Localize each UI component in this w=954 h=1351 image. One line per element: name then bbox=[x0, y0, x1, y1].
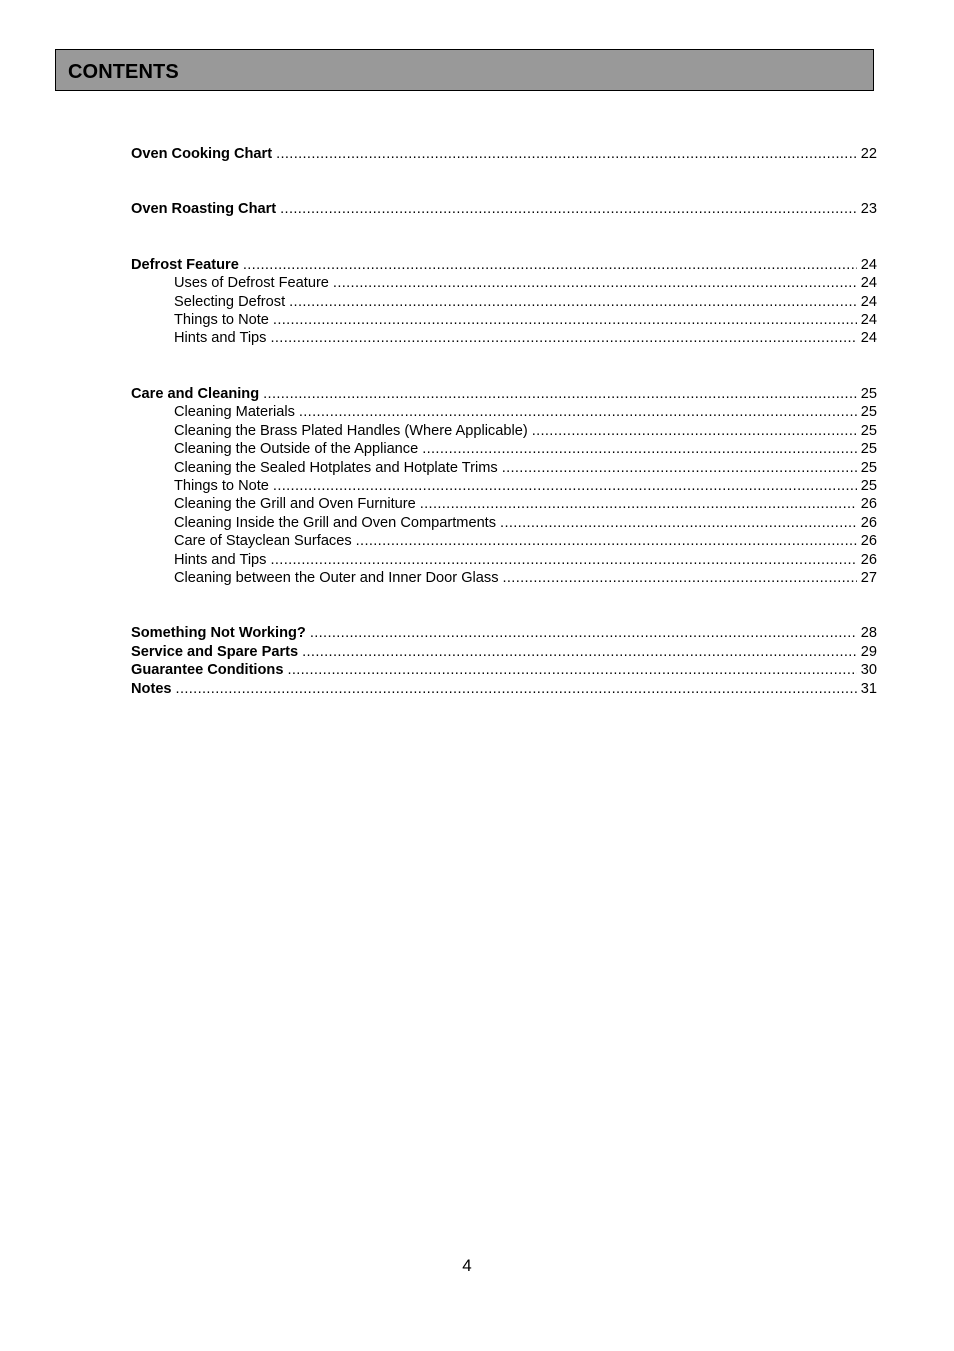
toc-subentry-cleaning-inside-grill-and-oven[interactable] bbox=[174, 514, 877, 532]
toc-subentry-cleaning-brass-plated-handles[interactable] bbox=[174, 422, 877, 440]
dot-leader bbox=[302, 643, 857, 661]
toc-entry-something-not-working[interactable] bbox=[131, 624, 877, 642]
dot-leader bbox=[500, 514, 857, 532]
toc-subentry-selecting-defrost[interactable] bbox=[174, 293, 877, 311]
toc-entry-page: 30 bbox=[860, 662, 877, 678]
dot-leader bbox=[299, 403, 857, 421]
toc-entry-page: 22 bbox=[860, 146, 877, 162]
toc-subentry-label: Things to Note bbox=[174, 478, 269, 494]
dot-leader bbox=[270, 551, 856, 569]
toc-subentry-cleaning-sealed-hotplates[interactable] bbox=[174, 459, 877, 477]
toc-subentry-label: Cleaning the Brass Plated Handles (Where Applicable) bbox=[174, 422, 528, 439]
toc-subentry-cleaning-outside-of-appliance[interactable] bbox=[174, 440, 877, 458]
page-number: 4 bbox=[462, 1256, 472, 1275]
toc-entry-page: 31 bbox=[860, 680, 877, 697]
toc-entry-label: Guarantee Conditions bbox=[131, 662, 284, 678]
toc-subentry-page: 26 bbox=[860, 496, 877, 512]
toc-subentry-page: 25 bbox=[860, 459, 877, 476]
toc-subentry-things-to-note[interactable] bbox=[174, 311, 877, 329]
toc-entry-page: 23 bbox=[860, 201, 877, 217]
toc-subentry-label: Cleaning Inside the Grill and Oven Compartments bbox=[174, 514, 497, 531]
toc-subentry-uses-of-defrost-feature[interactable] bbox=[174, 274, 877, 292]
toc-subentry-label: Hints and Tips bbox=[174, 330, 267, 346]
dot-leader bbox=[333, 274, 857, 292]
toc-subentry-things-to-note[interactable] bbox=[174, 477, 877, 495]
toc-entry-label: Oven Cooking Chart bbox=[131, 146, 273, 162]
toc-entry-care-and-cleaning[interactable] bbox=[131, 385, 877, 403]
dot-leader bbox=[289, 293, 857, 311]
toc-subentry-label: Cleaning the Grill and Oven Furniture bbox=[174, 496, 416, 512]
toc-subentry-cleaning-grill-and-oven-furniture[interactable] bbox=[174, 495, 877, 513]
toc-subentry-page: 25 bbox=[860, 404, 877, 420]
toc-entry-notes[interactable] bbox=[131, 680, 877, 698]
toc-entry-defrost-feature[interactable] bbox=[131, 256, 877, 274]
toc-entry-oven-cooking-chart[interactable] bbox=[131, 145, 877, 163]
dot-leader bbox=[532, 422, 857, 440]
dot-leader bbox=[263, 385, 857, 403]
toc-subentry-cleaning-materials[interactable] bbox=[174, 403, 877, 421]
dot-leader bbox=[176, 680, 857, 698]
dot-leader bbox=[287, 661, 856, 679]
toc-subentry-page: 26 bbox=[860, 514, 877, 531]
dot-leader bbox=[420, 495, 857, 513]
toc-entry-oven-roasting-chart[interactable] bbox=[131, 200, 877, 218]
toc-subentry-label: Cleaning the Sealed Hotplates and Hotplate Trims bbox=[174, 459, 498, 476]
dot-leader bbox=[243, 256, 857, 274]
toc-subentry-label: Care of Stayclean Surfaces bbox=[174, 533, 352, 549]
toc-entry-label: Care and Cleaning bbox=[131, 386, 260, 402]
toc-entry-label: Notes bbox=[131, 680, 172, 697]
toc-entry-label: Service and Spare Parts bbox=[131, 643, 299, 660]
toc-subentry-label: Uses of Defrost Feature bbox=[174, 275, 329, 291]
dot-leader bbox=[503, 569, 857, 587]
toc-subentry-cleaning-door-glass[interactable] bbox=[174, 569, 877, 587]
toc-subentry-page: 24 bbox=[860, 312, 877, 328]
dot-leader bbox=[273, 477, 857, 495]
dot-leader bbox=[356, 532, 857, 550]
toc-subentry-label: Cleaning the Outside of the Appliance bbox=[174, 441, 419, 457]
toc-subentry-label: Cleaning Materials bbox=[174, 404, 295, 420]
toc-subentry-page: 25 bbox=[860, 422, 877, 439]
contents-header-bar bbox=[55, 49, 874, 91]
toc-subentry-page: 27 bbox=[860, 570, 877, 586]
toc-entry-guarantee-conditions[interactable] bbox=[131, 661, 877, 679]
toc-entry-label: Defrost Feature bbox=[131, 257, 239, 273]
toc-subentry-label: Hints and Tips bbox=[174, 551, 267, 568]
dot-leader bbox=[273, 311, 857, 329]
toc-subentry-hints-and-tips[interactable] bbox=[174, 551, 877, 569]
dot-leader bbox=[280, 200, 857, 218]
toc-subentry-page: 24 bbox=[860, 275, 877, 291]
toc-entry-label: Oven Roasting Chart bbox=[131, 201, 277, 217]
toc-subentry-page: 26 bbox=[860, 533, 877, 549]
toc-subentry-page: 26 bbox=[860, 551, 877, 568]
toc-entry-service-and-spare-parts[interactable] bbox=[131, 643, 877, 661]
dot-leader bbox=[422, 440, 857, 458]
dot-leader bbox=[276, 145, 857, 163]
toc-subentry-label: Things to Note bbox=[174, 312, 269, 328]
toc-subentry-hints-and-tips[interactable] bbox=[174, 329, 877, 347]
dot-leader bbox=[270, 329, 856, 347]
page-title: CONTENTS bbox=[68, 61, 179, 83]
toc-entry-page: 25 bbox=[860, 386, 877, 402]
dot-leader bbox=[310, 624, 857, 642]
toc-entry-page: 24 bbox=[860, 257, 877, 273]
toc-subentry-page: 25 bbox=[860, 441, 877, 457]
toc-subentry-care-of-stayclean-surfaces[interactable] bbox=[174, 532, 877, 550]
toc-subentry-page: 24 bbox=[860, 330, 877, 346]
toc-entry-page: 28 bbox=[860, 625, 877, 641]
toc-subentry-label: Cleaning between the Outer and Inner Door Glass bbox=[174, 570, 499, 586]
toc-subentry-page: 24 bbox=[860, 293, 877, 310]
dot-leader bbox=[502, 459, 857, 477]
toc-entry-label: Something Not Working? bbox=[131, 625, 306, 641]
toc-subentry-page: 25 bbox=[860, 478, 877, 494]
toc-subentry-label: Selecting Defrost bbox=[174, 293, 286, 310]
toc-entry-page: 29 bbox=[860, 643, 877, 660]
